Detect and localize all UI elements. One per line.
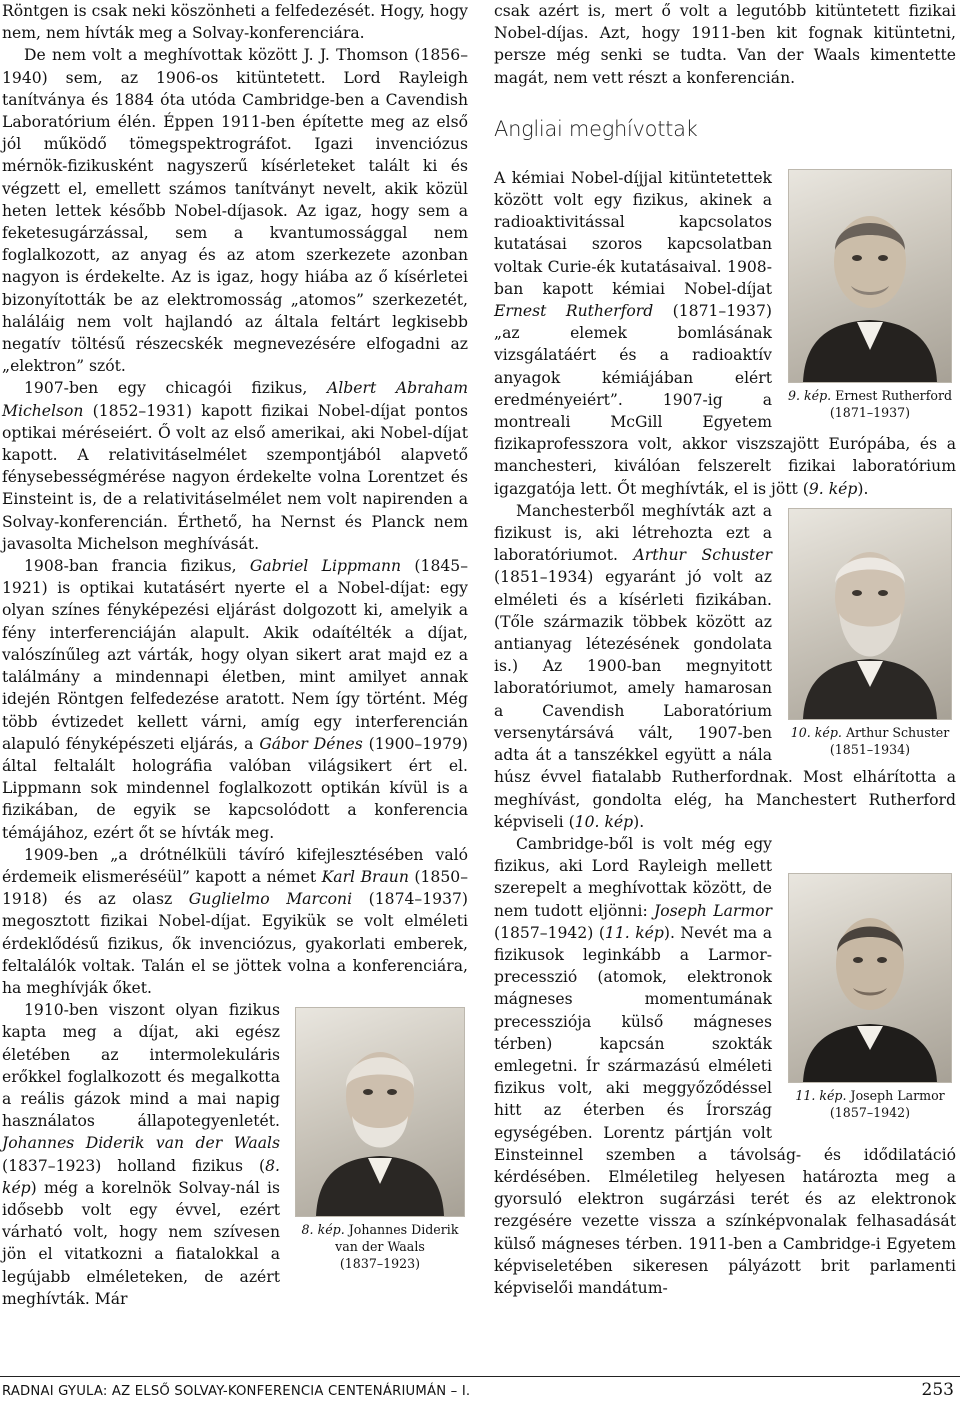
paragraph-continuation: csak azért is, mert ő volt a legutóbb kitüntetett fizikai Nobel-díjas. Azt, hogy 1911-ben kit fognak kitüntetni, persze még senki se tudta. Van der Waals kimentette magát, nem vett részt a konferencián. — [494, 2, 956, 87]
paragraph-lippmann: 1908-ban francia fizikus, Gabriel Lippmann (1845–1921) is optikai kutatásért nyerte el a Nobel-díjat: egy olyan színes fényképezési eljárást dolgozott ki, amelyik a fény interferenciáján alapult. Akik odaítélték a díjat, valószínűleg azt várták, hogy olyan sikert arat majd ez a találmány a mindennapi életben, mint amilyet annak idején Röntgen felfedezése aratott. Nem így történt. Még több évtizedet kellett várni, amíg egy interferencián alapuló fényképészeti eljárás, a Gábor Dénes (1900–1979) által feltalált holográfia valóban világsikert ért el. Lippmann sok mindennel foglalkozott optikán kívül is a fizikában, de egyik se kapcsolódott a konferencia témájához, ezért őt se hívták meg. — [2, 557, 469, 842]
paragraph-thomson: De nem volt a meghívottak között J. J. Thomson (1856–1940) sem, az 1906-os kitüntetett. Lord Rayleigh tanítványa és 1884 óta utóda Cambridge-ben a Cavendish Laboratórium élén. Éppen 1911-ben építette meg az első jól működő tömegspektrográfot. Igazi invenciózus mérnök-fizikusként nagyszerű kísérleteket talált ki és végzett el, emellett számos tanítványt nevelt, akik közül heten lettek később Nobel-díjasok. Az igaz, hogy sem a feketesugárzással, sem a kvantumossággal nem foglalkozott, az anyag és az atom szerkezete azonban nagyon is érdekelte. Az is igaz, hogy hiába az ő kísérletei bizonyították be az elektromosság „atomos” szerkezetét, haláláig nem volt hajlandó az általa feltárt legkisebb negatív töltésű részecskék megnevezésére elfogadni az „elektron” szót. — [2, 46, 468, 376]
name-rutherford: Ernest Rutherford — [494, 302, 654, 321]
caption-figure-10: 10. kép. Arthur Schuster (1851–1934) — [790, 724, 950, 757]
section-title: Angliai meghívottak — [494, 116, 698, 141]
name-schuster: Arthur Schuster — [633, 546, 772, 565]
portrait-van-der-waals — [295, 1007, 465, 1217]
portrait-schuster — [788, 508, 952, 720]
right-column — [494, 0, 956, 1299]
caption-figure-11: 11. kép. Joseph Larmor (1857–1942) — [795, 1087, 945, 1120]
ref-figure-8: 8. kép — [2, 1156, 280, 1197]
caption-figure-9: 9. kép. Ernest Rutherford (1871–1937) — [787, 387, 953, 420]
name-lippmann: Gabriel Lippmann — [249, 557, 402, 576]
paragraph-rutherford: A kémiai Nobel-díjjal kitüntetettek között volt egy fizikus, akinek a radioaktivitással kapcsolatos kutatásai szoros kapcsolatban voltak Curie-ék kutatásaival. 1908-ban kapott kémiai Nobel-díjat Ernest Rutherford (1871–1937) „az elemek bomlásának vizsgálatáért és a radioaktív anyagok kémiájában elért eredményeiért”. 1907-ig a montreali McGill Egyetem fizikaprofesszora volt, akkor viszszajött Európába, és a manchesteri, kiválóan felszerelt fizikai laboratórium igazgatója lett. Őt meghívták, el is jött (9. kép). — [494, 168, 956, 498]
paragraph-michelson: 1907-ben egy chicagói fizikus, Albert Abraham Michelson (1852–1931) kapott fizikai Nobel-díjat pontos optikai méréseiért. Ő volt az első amerikai, aki Nobel-díjat kapott. A relativitáselmélet szempontjából alapvető fénysebességmérése nagyon érdekelte volna Lorentzet és Einsteint is, de a relativitáselmélet nem volt napirenden a Solvay-konferencián. Érthető, ha Nernst és Planck nem javasolta Michelson meghívását. — [2, 379, 468, 553]
name-braun: Karl Braun — [321, 867, 409, 886]
ref-figure-9: 9. kép — [808, 479, 858, 498]
name-larmor: Joseph Larmor — [654, 901, 772, 920]
figure-8 — [290, 1007, 470, 1272]
ref-figure-10: 10. kép — [574, 812, 634, 831]
paragraph-larmor: Cambridge-ből is volt még egy fizikus, aki Lord Rayleigh mellett szerepelt a meghívottak között, de nem tudott eljönni: Joseph Larmor (1857–1942) (11. kép). Nevét ma a fizikusok leginkább a Larmor-precesszió (atomok, elektronok mágneses momentumának precessziója külső mágneses térben) kapcsán szokták emlegetni. Ír származású elméleti fizikus volt, aki meggyőződéssel hitt az éterben és Írország egységében. Lorentz pártján volt Einsteinnel szemben a távolság- és idődilatáció kérdésében. Elméletileg helyesen határozta meg a gyorsuló elektron sugárzási terét és az elektronok rezgésére vezette vissza a színképvonalak felhasadását külső mágneses térben. 1911-ben a Cambridge-i Egyetem képviseletében sikeresen pályázott brit parlamenti képviselői mandátum- — [494, 834, 956, 1297]
paragraph-roentgen: Röntgen is csak neki köszönheti a felfedezését. Hogy, hogy nem, nem hívták meg a Solvay-konferenciára. — [2, 2, 468, 43]
portrait-larmor — [788, 873, 952, 1083]
figure-10 — [782, 508, 958, 758]
name-michelson: Albert Abraham Michelson — [2, 379, 468, 420]
left-column — [2, 0, 468, 1310]
running-head: RADNAI GYULA: AZ ELSŐ SOLVAY-KONFERENCIA CENTENÁRIUMÁN – I. — [2, 1384, 471, 1399]
paragraph-schuster: Manchesterből meghívták azt a fizikust is, aki létrehozta ezt a laboratóriumot. Arthur Schuster (1851–1934) egyaránt jó volt az elméleti és a kísérleti fizikában. (Tőle származik többek között az antianyag létezésének gondolata is.) Az 1900-ban megnyitott laboratóriumot, amely hamarosan a Cavendish Laboratórium versenytársává vált, 1907-ben adta át a tanszékkel együtt a nála húsz évvel fiatalabb Rutherfordnak. Most elhárította a meghívást, gondolta elég, ha Manchestert Rutherford képviseli (10. kép). — [494, 501, 956, 831]
page-number: 253 — [921, 1380, 954, 1400]
ref-figure-11: 11. kép — [604, 923, 664, 942]
name-van-der-waals: Johannes Diderik van der Waals — [2, 1134, 280, 1153]
caption-figure-8: 8. kép. Johannes Diderik van der Waals (1837–1923) — [301, 1222, 459, 1272]
name-marconi: Guglielmo Marconi — [188, 890, 353, 909]
page-footer — [0, 1376, 960, 1406]
paragraph-braun-marconi: 1909-ben „a drótnélküli távíró kifejlesztésében való érdemeik elismeréséül” kapott a német Karl Braun (1850–1918) és az olasz Guglielmo Marconi (1874–1937) megosztott fizikai Nobel-díjat. Egyikük se volt elméleti érdeklődésű fizikus, ők invenciózus, gyakorlati emberek, feltalálók voltak. Talán el se jöttek volna a konferenciára, ha meghívják őket. — [2, 845, 468, 997]
name-gabor: Gábor Dénes — [259, 734, 363, 753]
portrait-rutherford — [788, 169, 952, 383]
paragraph-van-der-waals: 1910-ben viszont olyan fizikus kapta meg a díjat, aki egész életében az intermolekuláris erőkkel foglalkozott és megalkotta a reális gázok mind a mai napig használatos állapotegyenletét. Johannes Diderik van der Waals (1837–1923) holland fizikus (8. kép) még a korelnök Solvay-nál is idősebb volt egy évvel, ezért várható volt, hogy nem szívesen jön el vitatkozni a fiatalokkal a legújabb elméleteken, de azért meghívták. Már — [2, 1001, 280, 1308]
footer-rule — [0, 1376, 960, 1377]
figure-11 — [782, 873, 958, 1121]
figure-9 — [782, 169, 958, 421]
